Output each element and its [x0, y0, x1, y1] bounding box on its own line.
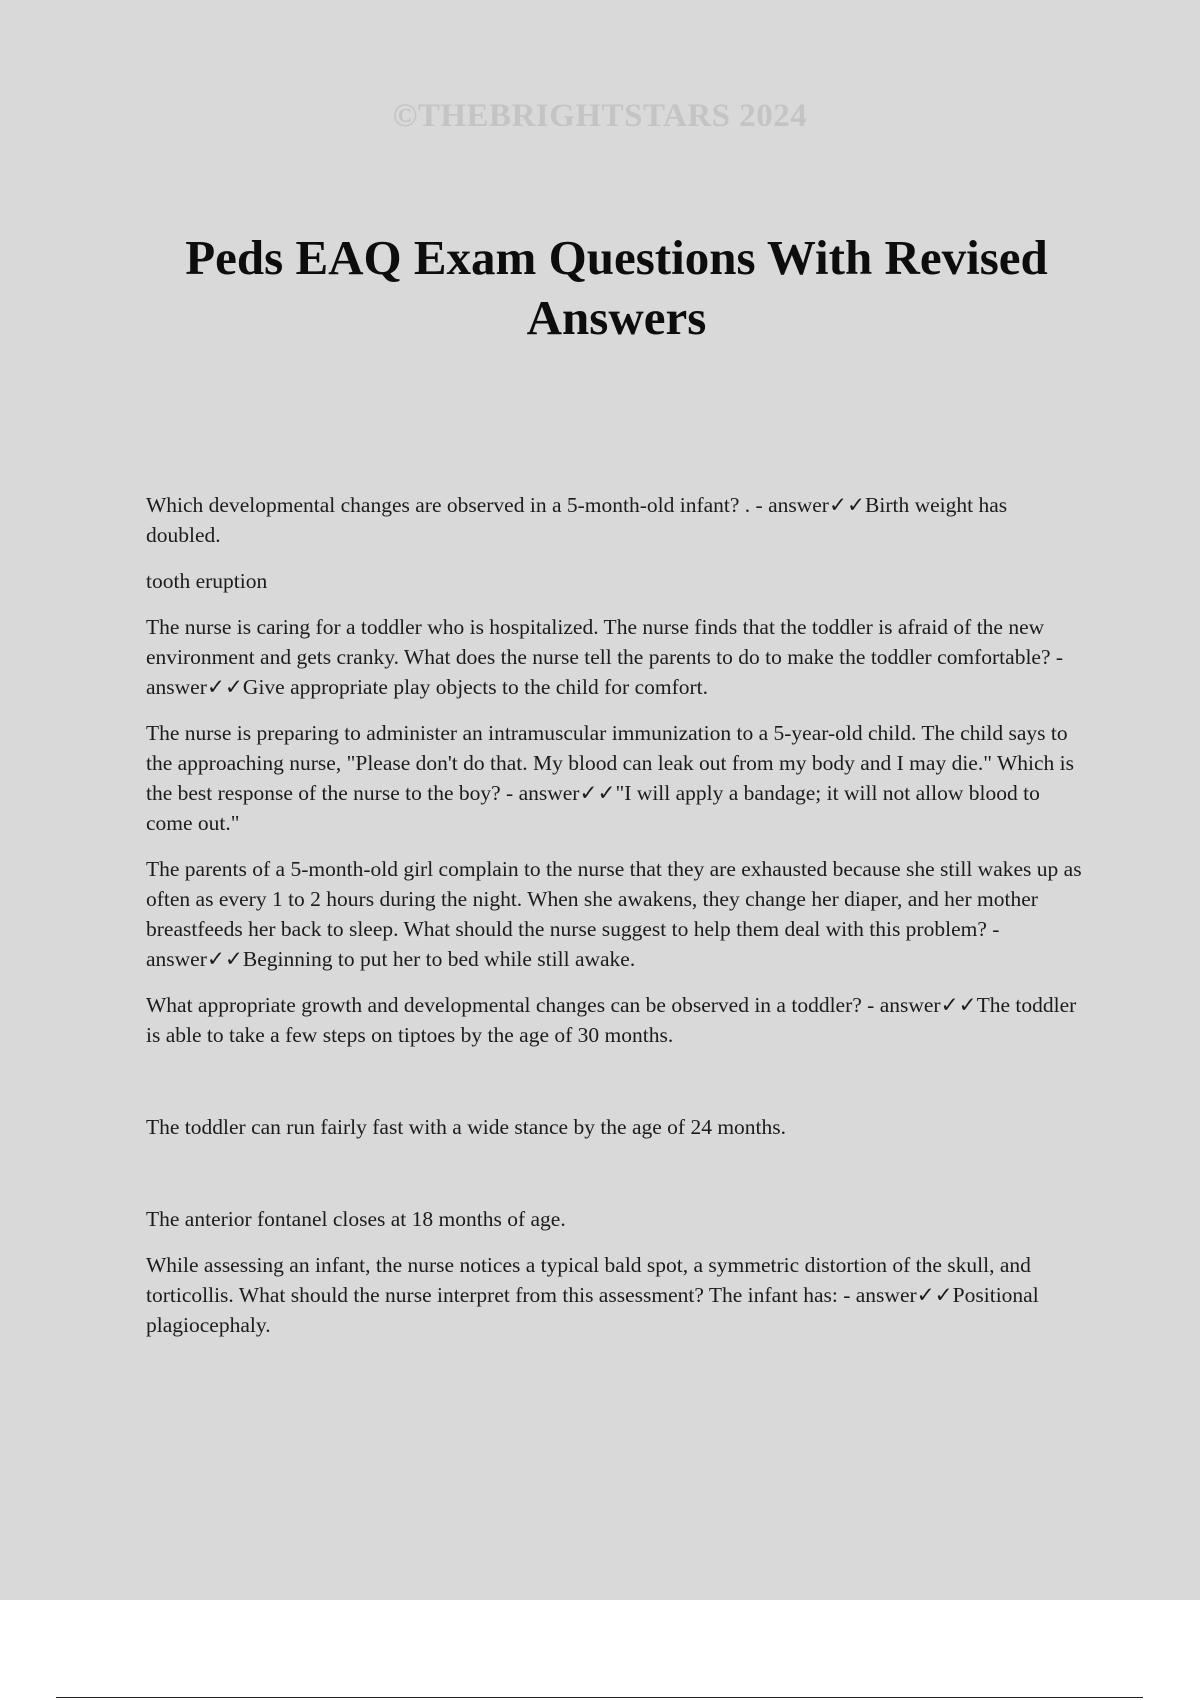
paragraph: What appropriate growth and developmental changes can be observed in a toddler? - answer✓✓The toddler is able to take a few steps on tiptoes by the age of 30 months. [146, 993, 1077, 1047]
watermark: ©THEBRIGHTSTARS 2024 [392, 98, 808, 134]
paragraph: The toddler can run fairly fast with a wide stance by the age of 24 months. [146, 1115, 787, 1139]
paragraph: The nurse is caring for a toddler who is hospitalized. The nurse finds that the toddler is afraid of the new environment and gets cranky. What does the nurse tell the parents to do to make the toddler comfortable? - answer✓✓Give appropriate play objects to the child for comfort. [146, 615, 1064, 699]
paragraph: tooth eruption [146, 569, 268, 593]
paragraph: The nurse is preparing to administer an intramuscular immunization to a 5-year-old child. The child says to the approaching nurse, "Please don't do that. My blood can leak out from my body and I may die." Which is the best response of the nurse to the boy? - answer✓✓"I will apply a bandage; it will not allow blood to come out." [146, 721, 1075, 835]
document-title: Peds EAQ Exam Questions With Revised Answers [185, 230, 1048, 345]
footer-divider [56, 1697, 1143, 1698]
paragraph: While assessing an infant, the nurse notices a typical bald spot, a symmetric distortion of the skull, and torticollis. What should the nurse interpret from this assessment? The infant has: - answer✓✓Positional plagiocephaly. [146, 1253, 1039, 1337]
paragraph: The anterior fontanel closes at 18 months of age. [146, 1207, 566, 1231]
document-body [146, 490, 1086, 1356]
paragraph: Which developmental changes are observed in a 5-month-old infant? . - answer✓✓Birth weight has doubled. [146, 493, 1008, 547]
paragraph: The parents of a 5-month-old girl complain to the nurse that they are exhausted because she still wakes up as often as every 1 to 2 hours during the night. When she awakens, they change her diaper, and her mother breastfeeds her back to sleep. What should the nurse suggest to help them deal with this problem? - answer✓✓Beginning to put her to bed while still awake. [146, 857, 1082, 971]
